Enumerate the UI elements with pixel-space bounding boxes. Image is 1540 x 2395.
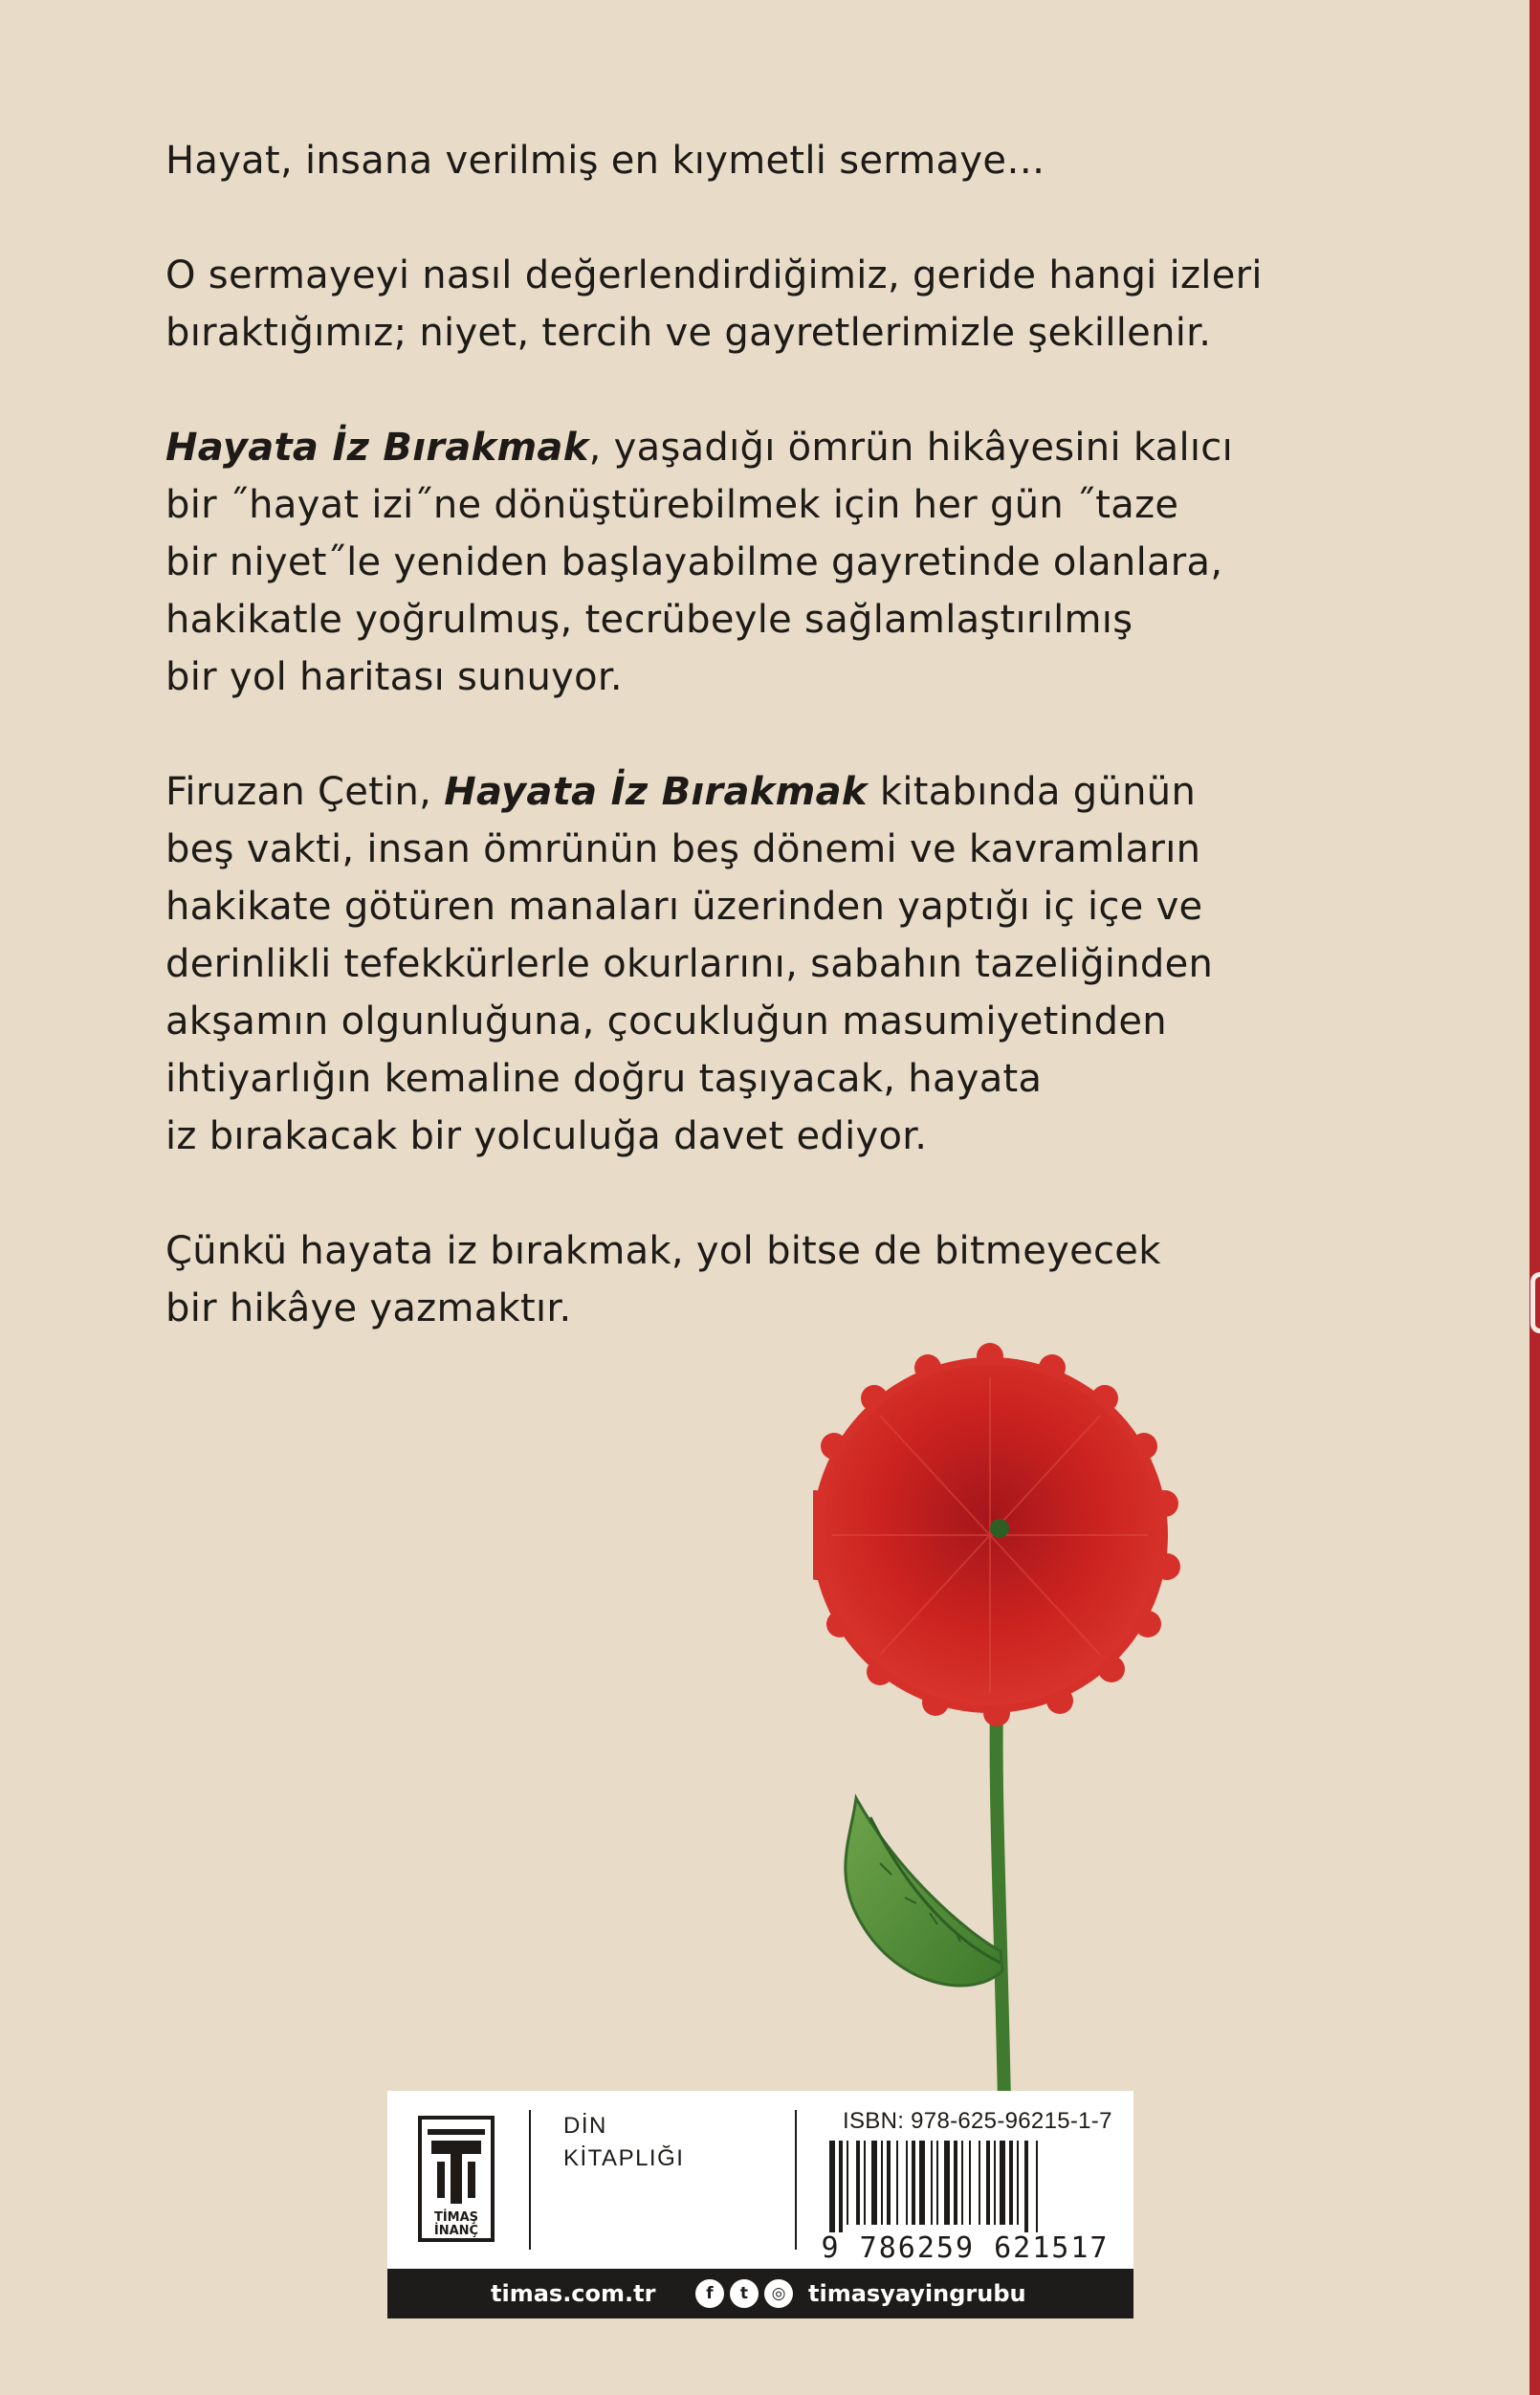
footer-bar bbox=[387, 2269, 1133, 2318]
twitter-icon[interactable]: t bbox=[730, 2279, 759, 2308]
author-name: Firuzan Çetin, bbox=[165, 770, 445, 814]
barcode-bar bbox=[864, 2141, 866, 2225]
barcode-bar bbox=[936, 2141, 938, 2225]
blurb-line: ihtiyarlığın kemaline doğru taşıyacak, hayata bbox=[165, 1057, 1043, 1101]
blurb-line bbox=[165, 763, 1409, 821]
blurb-line: hakikate götüren manaları üzerinden yaptığı iç içe ve bbox=[165, 885, 1203, 929]
barcode-bar bbox=[887, 2141, 891, 2225]
barcode-bar bbox=[1017, 2141, 1019, 2225]
carnation-illustration bbox=[813, 1339, 1272, 2104]
barcode-bar bbox=[1036, 2141, 1038, 2232]
divider bbox=[529, 2110, 531, 2250]
barcode-bar bbox=[829, 2141, 835, 2232]
blurb-line: beş vakti, insan ömrünün beş dönemi ve kavramların bbox=[165, 827, 1201, 871]
barcode-bar bbox=[906, 2141, 908, 2225]
barcode-bar bbox=[847, 2141, 848, 2225]
barcode-bar bbox=[931, 2141, 933, 2225]
barcode-bar bbox=[919, 2141, 925, 2225]
barcode-bar bbox=[1000, 2141, 1005, 2225]
barcode-bar bbox=[954, 2141, 957, 2225]
spine-mark bbox=[1530, 1272, 1540, 1333]
back-cover-blurb bbox=[165, 132, 1409, 1395]
logo-text-2: İNANÇ bbox=[433, 2224, 479, 2238]
blurb-line: Çünkü hayata iz bırakmak, yol bitse de bitmeyecek bbox=[165, 1229, 1161, 1273]
barcode bbox=[816, 2139, 1114, 2261]
blurb-line: Hayat, insana verilmiş en kıymetli sermaye… bbox=[165, 139, 1045, 183]
category-line-2: KİTAPLIĞI bbox=[563, 2145, 685, 2171]
blurb-line: iz bırakacak bir yolculuğa davet ediyor. bbox=[165, 1114, 928, 1158]
barcode-digits: 9 786259 621517 bbox=[821, 2231, 1110, 2261]
barcode-bar bbox=[856, 2141, 860, 2225]
book-title-emphasis: Hayata İz Bırakmak bbox=[444, 770, 868, 814]
publisher-logo-icon bbox=[418, 2116, 495, 2242]
blurb-paragraph-2 bbox=[165, 247, 1409, 362]
blurb-line: O sermayeyi nasıl değerlendirdiğimiz, geride hangi izleri bbox=[165, 253, 1263, 297]
blurb-line: bir ˝hayat izi˝ne dönüştürebilmek için her gün ˝taze bbox=[165, 483, 1179, 527]
blurb-line: bıraktığımız; niyet, tercih ve gayretlerimizle şekillenir. bbox=[165, 311, 1212, 355]
logo-text-1: TİMAŞ bbox=[433, 2210, 479, 2225]
barcode-bar bbox=[944, 2141, 950, 2225]
barcode-bar bbox=[979, 2141, 980, 2225]
social-handle[interactable]: timasyayingrubu bbox=[808, 2280, 1026, 2307]
spine-edge bbox=[1529, 0, 1540, 2395]
blurb-text: , yaşadığı ömrün hikâyesini kalıcı bbox=[588, 426, 1233, 470]
facebook-icon[interactable]: f bbox=[695, 2279, 724, 2308]
blurb-paragraph-3 bbox=[165, 419, 1409, 706]
barcode-bar bbox=[1024, 2141, 1028, 2232]
barcode-bar bbox=[839, 2141, 843, 2232]
social-icons bbox=[695, 2279, 793, 2308]
blurb-line: derinlikli tefekkürlerle okurlarını, sabahın tazeliğinden bbox=[165, 942, 1214, 986]
barcode-bar bbox=[1009, 2141, 1013, 2225]
barcode-bar bbox=[871, 2141, 877, 2225]
barcode-bars bbox=[829, 2141, 1038, 2232]
publisher-info-box bbox=[387, 2091, 1133, 2269]
blurb-line: akşamın olgunluğuna, çocukluğun masumiyetinden bbox=[165, 1000, 1167, 1044]
instagram-icon[interactable]: ◎ bbox=[764, 2279, 793, 2308]
barcode-bar bbox=[986, 2141, 990, 2225]
category-label bbox=[563, 2110, 684, 2175]
blurb-paragraph-4 bbox=[165, 763, 1409, 1165]
barcode-bar bbox=[896, 2141, 898, 2225]
divider bbox=[795, 2110, 797, 2250]
blurb-line: bir hikâye yazmaktır. bbox=[165, 1286, 572, 1330]
category-line-1: DİN bbox=[563, 2113, 607, 2139]
blurb-text: kitabında günün bbox=[867, 770, 1197, 814]
blurb-line: hakikatle yoğrulmuş, tecrübeyle sağlamlaştırılmış bbox=[165, 598, 1133, 642]
barcode-bar bbox=[912, 2141, 915, 2225]
blurb-paragraph-5 bbox=[165, 1222, 1409, 1337]
book-title-emphasis: Hayata İz Bırakmak bbox=[165, 426, 589, 470]
barcode-bar bbox=[881, 2141, 883, 2225]
blurb-line bbox=[165, 419, 1409, 476]
blurb-paragraph-1 bbox=[165, 132, 1409, 189]
barcode-bar bbox=[961, 2141, 963, 2225]
blurb-line: bir yol haritası sunuyor. bbox=[165, 655, 623, 699]
website-link[interactable]: timas.com.tr bbox=[491, 2280, 656, 2307]
barcode-bar bbox=[994, 2141, 996, 2225]
isbn-label: ISBN: 978-625-96215-1-7 bbox=[843, 2108, 1112, 2134]
barcode-bar bbox=[969, 2141, 971, 2225]
blurb-line: bir niyet˝le yeniden başlayabilme gayretinde olanlara, bbox=[165, 540, 1223, 584]
